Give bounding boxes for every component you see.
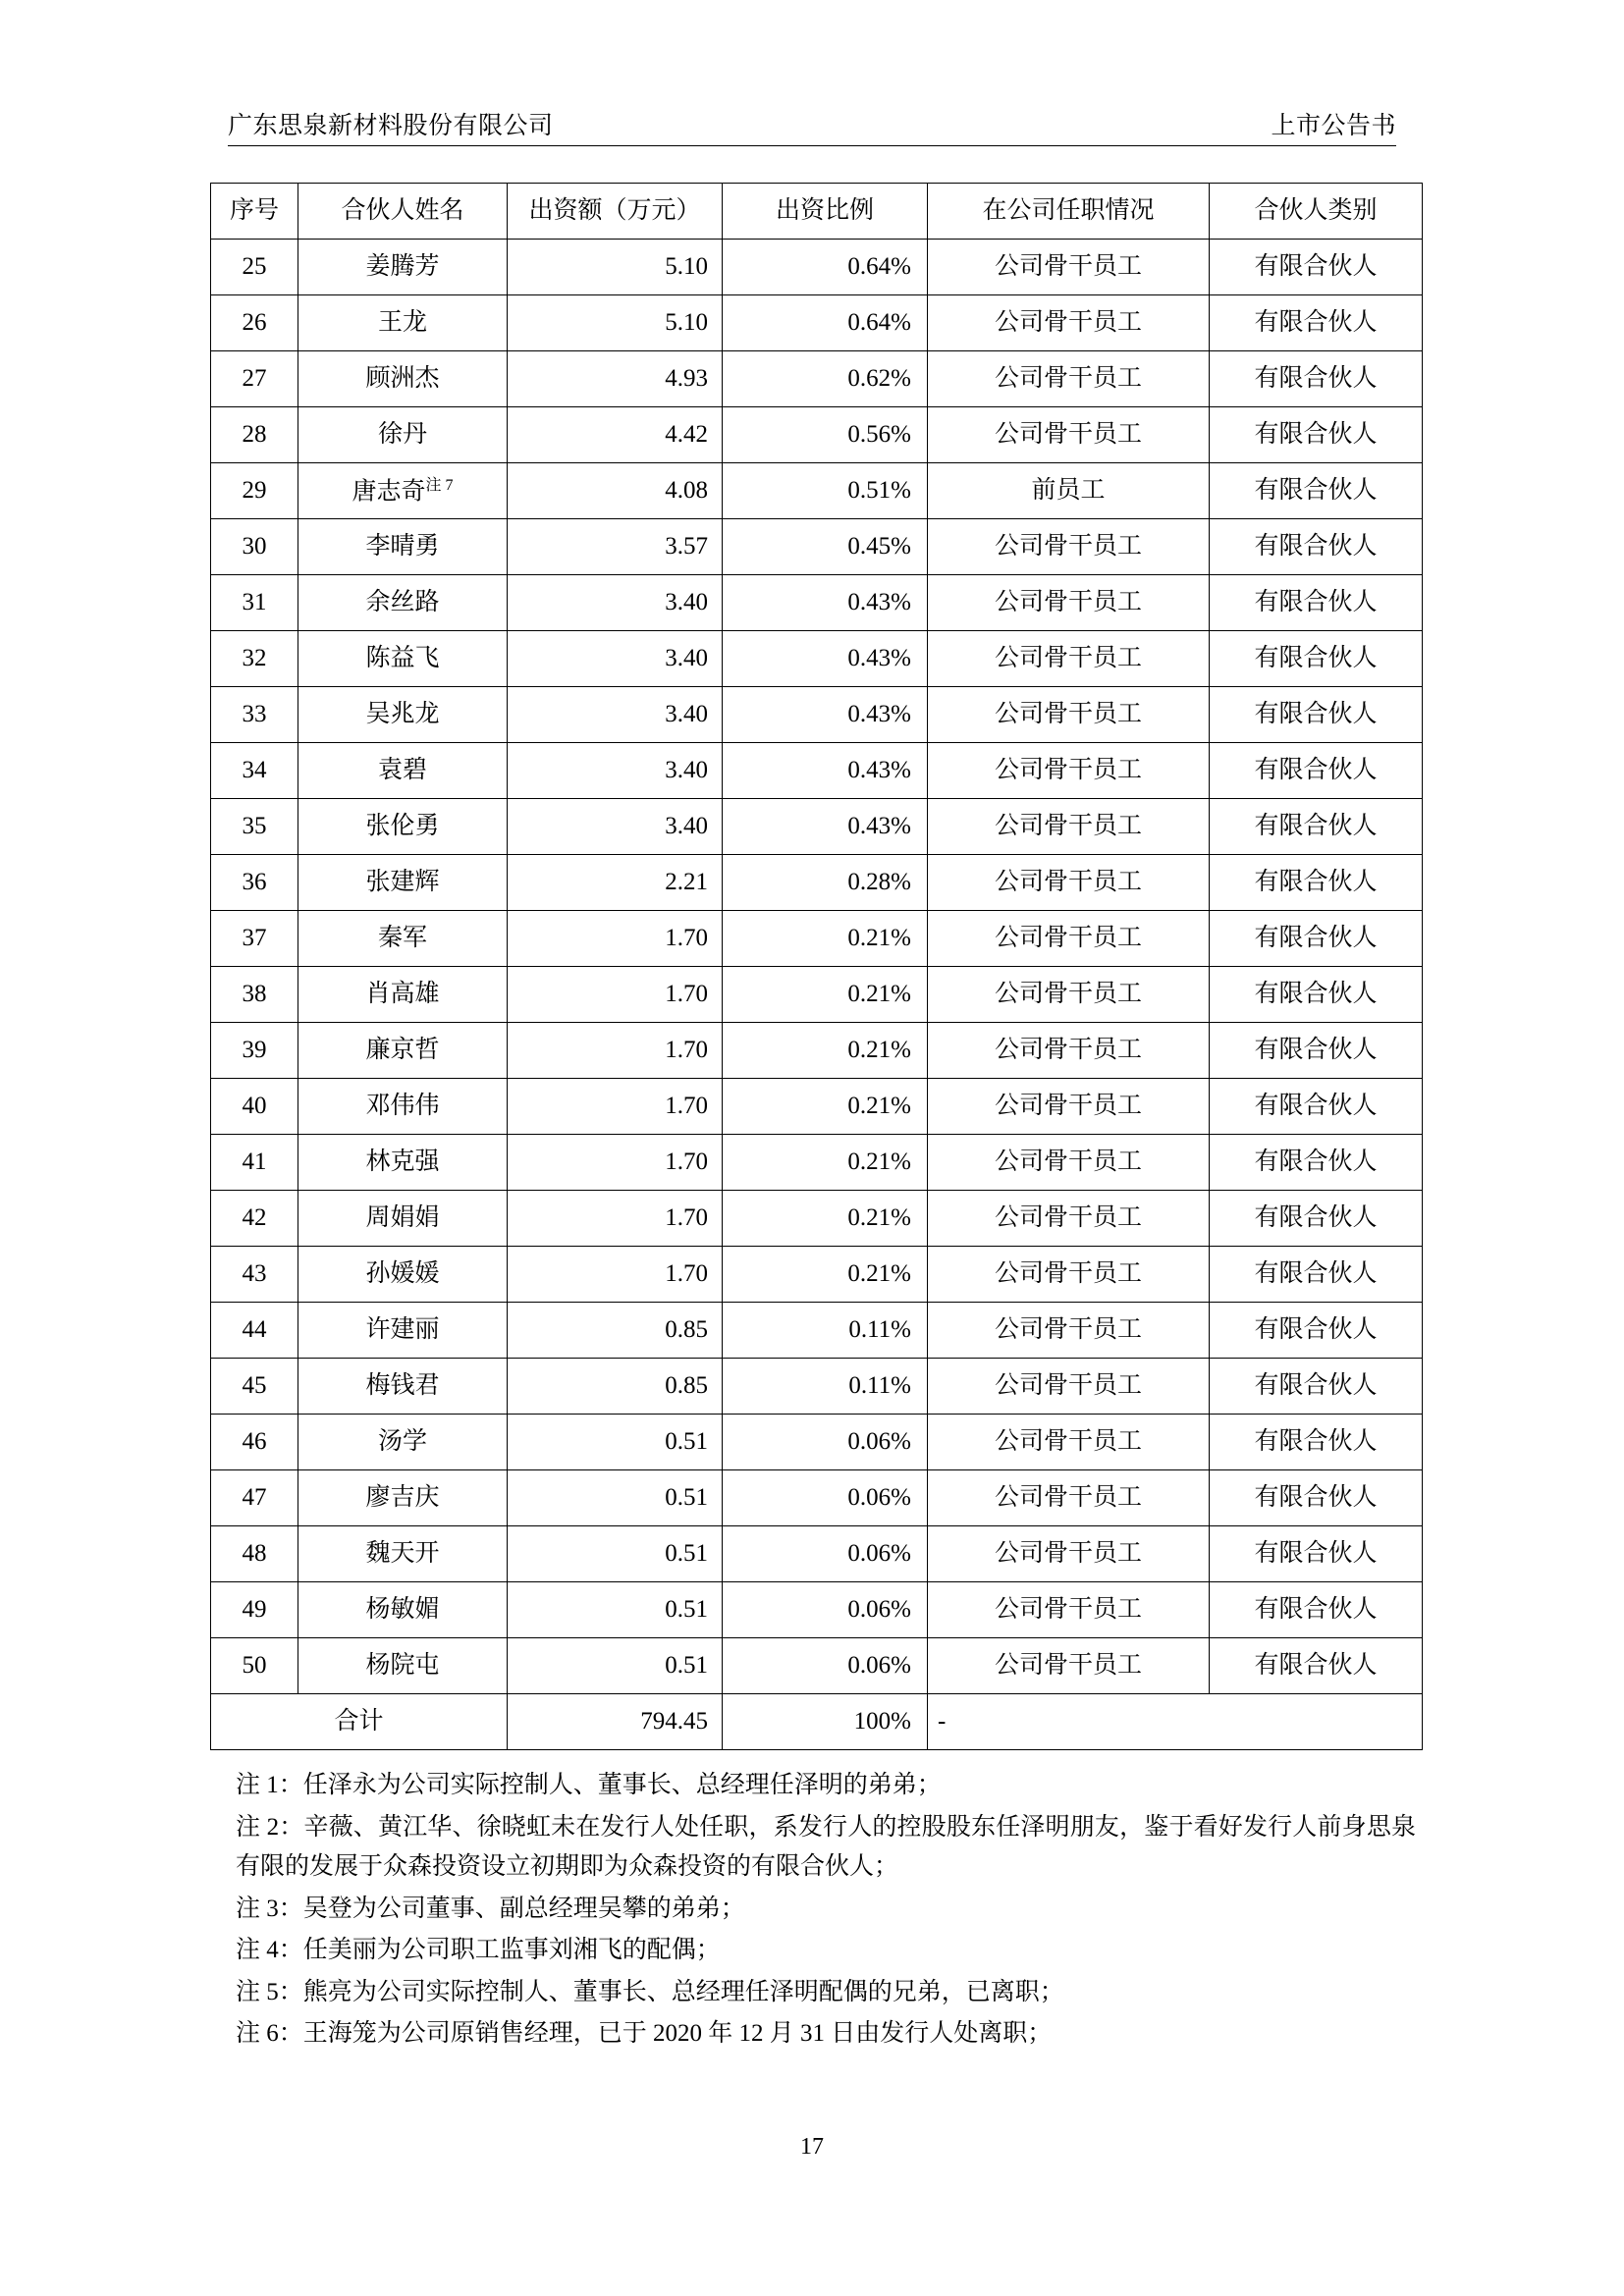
cell-partner-type: 有限合伙人 bbox=[1210, 295, 1423, 351]
table-header-row bbox=[211, 184, 1423, 240]
cell-partner-name bbox=[298, 687, 508, 743]
header-document-title: 上市公告书 bbox=[1271, 113, 1396, 139]
table-row bbox=[211, 1415, 1423, 1470]
partner-name-text: 余丝路 bbox=[365, 589, 440, 616]
table-row bbox=[211, 1638, 1423, 1694]
table-row bbox=[211, 575, 1423, 631]
cell-partner-name bbox=[298, 240, 508, 295]
cell-position: 公司骨干员工 bbox=[928, 1359, 1210, 1415]
cell-position: 公司骨干员工 bbox=[928, 1415, 1210, 1470]
table-row bbox=[211, 855, 1423, 911]
cell-partner-name bbox=[298, 1470, 508, 1526]
cell-position: 公司骨干员工 bbox=[928, 743, 1210, 799]
cell-amount: 1.70 bbox=[508, 1079, 723, 1135]
cell-no: 36 bbox=[211, 855, 298, 911]
table-row bbox=[211, 1470, 1423, 1526]
cell-position: 公司骨干员工 bbox=[928, 1135, 1210, 1191]
cell-no: 48 bbox=[211, 1526, 298, 1582]
cell-position: 公司骨干员工 bbox=[928, 799, 1210, 855]
cell-position: 公司骨干员工 bbox=[928, 1582, 1210, 1638]
cell-partner-name bbox=[298, 1023, 508, 1079]
table-row bbox=[211, 1191, 1423, 1247]
note-line: 注 2：辛薇、黄江华、徐晓虹未在发行人处任职，系发行人的控股股东任泽明朋友，鉴于看好发行人前身思泉有限的发展于众森投资设立初期即为众森投资的有限合伙人； bbox=[236, 1813, 1416, 1880]
cell-position: 公司骨干员工 bbox=[928, 1023, 1210, 1079]
partner-name-text: 袁碧 bbox=[377, 757, 427, 784]
cell-amount: 0.85 bbox=[508, 1359, 723, 1415]
total-position: - bbox=[928, 1694, 1423, 1750]
cell-ratio: 0.43% bbox=[723, 743, 928, 799]
cell-amount: 1.70 bbox=[508, 1191, 723, 1247]
column-header-ratio: 出资比例 bbox=[723, 184, 928, 240]
table-row bbox=[211, 1582, 1423, 1638]
cell-amount: 0.51 bbox=[508, 1582, 723, 1638]
cell-amount: 3.57 bbox=[508, 519, 723, 575]
cell-partner-type: 有限合伙人 bbox=[1210, 519, 1423, 575]
cell-ratio: 0.45% bbox=[723, 519, 928, 575]
cell-no: 39 bbox=[211, 1023, 298, 1079]
partner-name-text: 孙媛媛 bbox=[365, 1260, 440, 1288]
column-header-amount: 出资额（万元） bbox=[508, 184, 723, 240]
cell-amount: 1.70 bbox=[508, 911, 723, 967]
cell-no: 26 bbox=[211, 295, 298, 351]
partner-name-text: 顾洲杰 bbox=[365, 365, 440, 393]
note-line: 注 6：王海笼为公司原销售经理，已于 2020 年 12 月 31 日由发行人处离职； bbox=[236, 2020, 1053, 2047]
cell-partner-name bbox=[298, 855, 508, 911]
cell-position: 公司骨干员工 bbox=[928, 855, 1210, 911]
cell-no: 27 bbox=[211, 351, 298, 407]
cell-ratio: 0.21% bbox=[723, 967, 928, 1023]
column-header-partner-name: 合伙人姓名 bbox=[298, 184, 508, 240]
cell-partner-type: 有限合伙人 bbox=[1210, 1526, 1423, 1582]
note-line: 注 5：熊亮为公司实际控制人、董事长、总经理任泽明配偶的兄弟，已离职； bbox=[236, 1978, 1064, 2005]
table-row bbox=[211, 1359, 1423, 1415]
page-content bbox=[210, 183, 1416, 2056]
table-row bbox=[211, 295, 1423, 351]
cell-amount: 3.40 bbox=[508, 575, 723, 631]
cell-partner-name bbox=[298, 1359, 508, 1415]
cell-position: 公司骨干员工 bbox=[928, 240, 1210, 295]
partner-name-text: 张伦勇 bbox=[365, 813, 440, 840]
cell-partner-type: 有限合伙人 bbox=[1210, 1638, 1423, 1694]
cell-position: 公司骨干员工 bbox=[928, 1247, 1210, 1303]
cell-no: 41 bbox=[211, 1135, 298, 1191]
cell-amount: 3.40 bbox=[508, 799, 723, 855]
total-label: 合计 bbox=[211, 1694, 508, 1750]
cell-partner-type: 有限合伙人 bbox=[1210, 799, 1423, 855]
cell-partner-name bbox=[298, 463, 508, 519]
column-header-no: 序号 bbox=[211, 184, 298, 240]
cell-position: 公司骨干员工 bbox=[928, 1079, 1210, 1135]
cell-position: 公司骨干员工 bbox=[928, 407, 1210, 463]
cell-amount: 2.21 bbox=[508, 855, 723, 911]
cell-partner-name bbox=[298, 799, 508, 855]
partner-name-text: 肖高雄 bbox=[365, 981, 440, 1008]
cell-partner-name bbox=[298, 911, 508, 967]
cell-amount: 1.70 bbox=[508, 967, 723, 1023]
partner-name-text: 杨院屯 bbox=[365, 1652, 440, 1680]
partner-name-text: 周娟娟 bbox=[365, 1204, 440, 1232]
cell-amount: 1.70 bbox=[508, 1023, 723, 1079]
cell-position: 公司骨干员工 bbox=[928, 295, 1210, 351]
cell-partner-type: 有限合伙人 bbox=[1210, 1247, 1423, 1303]
cell-partner-type: 有限合伙人 bbox=[1210, 1470, 1423, 1526]
note-line: 注 4：任美丽为公司职工监事刘湘飞的配偶； bbox=[236, 1937, 721, 1963]
cell-amount: 0.85 bbox=[508, 1303, 723, 1359]
note-line: 注 3：吴登为公司董事、副总经理吴攀的弟弟； bbox=[236, 1895, 745, 1922]
cell-amount: 0.51 bbox=[508, 1526, 723, 1582]
cell-no: 35 bbox=[211, 799, 298, 855]
cell-position: 公司骨干员工 bbox=[928, 967, 1210, 1023]
cell-partner-name bbox=[298, 407, 508, 463]
cell-partner-name bbox=[298, 1415, 508, 1470]
cell-no: 33 bbox=[211, 687, 298, 743]
cell-position: 公司骨干员工 bbox=[928, 911, 1210, 967]
cell-no: 25 bbox=[211, 240, 298, 295]
cell-partner-type: 有限合伙人 bbox=[1210, 687, 1423, 743]
cell-partner-type: 有限合伙人 bbox=[1210, 240, 1423, 295]
cell-partner-type: 有限合伙人 bbox=[1210, 855, 1423, 911]
partner-name-text: 杨敏媚 bbox=[365, 1596, 440, 1624]
cell-partner-name bbox=[298, 1638, 508, 1694]
cell-amount: 3.40 bbox=[508, 743, 723, 799]
cell-position: 公司骨干员工 bbox=[928, 1191, 1210, 1247]
cell-partner-name bbox=[298, 1526, 508, 1582]
partner-name-text: 魏天开 bbox=[365, 1540, 440, 1568]
cell-partner-type: 有限合伙人 bbox=[1210, 463, 1423, 519]
cell-position: 公司骨干员工 bbox=[928, 519, 1210, 575]
table-total-row bbox=[211, 1694, 1423, 1750]
partner-name-text: 秦军 bbox=[377, 925, 427, 952]
cell-partner-name bbox=[298, 1247, 508, 1303]
cell-ratio: 0.06% bbox=[723, 1415, 928, 1470]
cell-ratio: 0.06% bbox=[723, 1582, 928, 1638]
cell-partner-type: 有限合伙人 bbox=[1210, 743, 1423, 799]
cell-partner-type: 有限合伙人 bbox=[1210, 407, 1423, 463]
cell-no: 43 bbox=[211, 1247, 298, 1303]
cell-no: 29 bbox=[211, 463, 298, 519]
header-divider bbox=[228, 145, 1396, 146]
table-row bbox=[211, 1303, 1423, 1359]
table-row bbox=[211, 631, 1423, 687]
partner-name-text: 陈益飞 bbox=[365, 645, 440, 672]
cell-partner-name bbox=[298, 967, 508, 1023]
table-head bbox=[211, 184, 1423, 240]
cell-ratio: 0.06% bbox=[723, 1470, 928, 1526]
cell-partner-type: 有限合伙人 bbox=[1210, 575, 1423, 631]
cell-partner-type: 有限合伙人 bbox=[1210, 1582, 1423, 1638]
cell-ratio: 0.64% bbox=[723, 295, 928, 351]
cell-amount: 3.40 bbox=[508, 687, 723, 743]
cell-position: 公司骨干员工 bbox=[928, 575, 1210, 631]
table-row bbox=[211, 967, 1423, 1023]
cell-ratio: 0.56% bbox=[723, 407, 928, 463]
partner-name-text: 李晴勇 bbox=[365, 533, 440, 561]
cell-amount: 1.70 bbox=[508, 1247, 723, 1303]
page-header bbox=[228, 106, 1396, 141]
cell-position: 公司骨干员工 bbox=[928, 1470, 1210, 1526]
cell-partner-name bbox=[298, 351, 508, 407]
cell-ratio: 0.43% bbox=[723, 799, 928, 855]
partner-name-text: 廉京哲 bbox=[365, 1037, 440, 1064]
table-row bbox=[211, 407, 1423, 463]
cell-no: 30 bbox=[211, 519, 298, 575]
table-notes bbox=[210, 1766, 1416, 2056]
partner-name-text: 廖吉庆 bbox=[365, 1484, 440, 1512]
partner-name-text: 徐丹 bbox=[377, 421, 427, 449]
cell-no: 38 bbox=[211, 967, 298, 1023]
cell-position: 公司骨干员工 bbox=[928, 351, 1210, 407]
cell-no: 45 bbox=[211, 1359, 298, 1415]
cell-partner-name bbox=[298, 1303, 508, 1359]
table-row bbox=[211, 1135, 1423, 1191]
table-row bbox=[211, 1023, 1423, 1079]
cell-amount: 0.51 bbox=[508, 1415, 723, 1470]
table-row bbox=[211, 351, 1423, 407]
total-amount: 794.45 bbox=[508, 1694, 723, 1750]
cell-partner-name bbox=[298, 519, 508, 575]
partner-name-text: 林克强 bbox=[365, 1148, 440, 1176]
cell-partner-name bbox=[298, 1079, 508, 1135]
cell-partner-type: 有限合伙人 bbox=[1210, 631, 1423, 687]
cell-ratio: 0.64% bbox=[723, 240, 928, 295]
cell-no: 50 bbox=[211, 1638, 298, 1694]
partner-name-text: 许建丽 bbox=[365, 1316, 440, 1344]
cell-no: 34 bbox=[211, 743, 298, 799]
partner-name-text: 唐志奇 bbox=[352, 477, 426, 505]
cell-amount: 1.70 bbox=[508, 1135, 723, 1191]
cell-partner-name bbox=[298, 1135, 508, 1191]
partner-name-text: 姜腾芳 bbox=[365, 253, 440, 281]
cell-partner-name bbox=[298, 1191, 508, 1247]
partners-table bbox=[210, 183, 1423, 1750]
cell-amount: 4.93 bbox=[508, 351, 723, 407]
cell-partner-name bbox=[298, 1582, 508, 1638]
cell-ratio: 0.43% bbox=[723, 575, 928, 631]
table-row bbox=[211, 799, 1423, 855]
cell-partner-type: 有限合伙人 bbox=[1210, 351, 1423, 407]
cell-position: 前员工 bbox=[928, 463, 1210, 519]
total-ratio: 100% bbox=[723, 1694, 928, 1750]
cell-no: 49 bbox=[211, 1582, 298, 1638]
table-row bbox=[211, 519, 1423, 575]
cell-partner-type: 有限合伙人 bbox=[1210, 1359, 1423, 1415]
cell-ratio: 0.21% bbox=[723, 1023, 928, 1079]
table-body bbox=[211, 240, 1423, 1750]
cell-partner-name bbox=[298, 743, 508, 799]
cell-ratio: 0.11% bbox=[723, 1303, 928, 1359]
cell-amount: 5.10 bbox=[508, 240, 723, 295]
cell-no: 32 bbox=[211, 631, 298, 687]
header-company-name: 广东思泉新材料股份有限公司 bbox=[228, 113, 554, 139]
cell-amount: 4.42 bbox=[508, 407, 723, 463]
cell-position: 公司骨干员工 bbox=[928, 631, 1210, 687]
partner-name-footnote: 注 7 bbox=[425, 476, 454, 494]
cell-no: 37 bbox=[211, 911, 298, 967]
page-number: 17 bbox=[800, 2134, 824, 2160]
cell-ratio: 0.06% bbox=[723, 1526, 928, 1582]
partner-name-text: 梅钱君 bbox=[365, 1372, 440, 1400]
partner-name-text: 吴兆龙 bbox=[365, 701, 440, 728]
cell-ratio: 0.51% bbox=[723, 463, 928, 519]
cell-amount: 0.51 bbox=[508, 1470, 723, 1526]
table-row bbox=[211, 1079, 1423, 1135]
cell-no: 44 bbox=[211, 1303, 298, 1359]
table-row bbox=[211, 240, 1423, 295]
cell-position: 公司骨干员工 bbox=[928, 687, 1210, 743]
table-row bbox=[211, 743, 1423, 799]
cell-ratio: 0.21% bbox=[723, 1191, 928, 1247]
cell-position: 公司骨干员工 bbox=[928, 1303, 1210, 1359]
cell-amount: 5.10 bbox=[508, 295, 723, 351]
cell-no: 46 bbox=[211, 1415, 298, 1470]
cell-partner-type: 有限合伙人 bbox=[1210, 967, 1423, 1023]
cell-partner-type: 有限合伙人 bbox=[1210, 1303, 1423, 1359]
cell-partner-type: 有限合伙人 bbox=[1210, 1079, 1423, 1135]
cell-partner-type: 有限合伙人 bbox=[1210, 1023, 1423, 1079]
cell-ratio: 0.11% bbox=[723, 1359, 928, 1415]
partner-name-text: 邓伟伟 bbox=[365, 1093, 440, 1120]
partner-name-text: 汤学 bbox=[377, 1428, 427, 1456]
cell-ratio: 0.21% bbox=[723, 1135, 928, 1191]
partner-name-text: 王龙 bbox=[377, 309, 427, 337]
cell-ratio: 0.43% bbox=[723, 687, 928, 743]
cell-partner-type: 有限合伙人 bbox=[1210, 1415, 1423, 1470]
cell-partner-name bbox=[298, 295, 508, 351]
cell-ratio: 0.21% bbox=[723, 911, 928, 967]
note-line: 注 1：任泽永为公司实际控制人、董事长、总经理任泽明的弟弟； bbox=[236, 1772, 942, 1798]
column-header-partner-type: 合伙人类别 bbox=[1210, 184, 1423, 240]
cell-amount: 3.40 bbox=[508, 631, 723, 687]
cell-ratio: 0.21% bbox=[723, 1247, 928, 1303]
table-row bbox=[211, 463, 1423, 519]
cell-ratio: 0.62% bbox=[723, 351, 928, 407]
table-row bbox=[211, 1247, 1423, 1303]
cell-partner-type: 有限合伙人 bbox=[1210, 1135, 1423, 1191]
cell-amount: 4.08 bbox=[508, 463, 723, 519]
cell-partner-type: 有限合伙人 bbox=[1210, 911, 1423, 967]
cell-ratio: 0.21% bbox=[723, 1079, 928, 1135]
table-row bbox=[211, 1526, 1423, 1582]
table-row bbox=[211, 911, 1423, 967]
cell-ratio: 0.06% bbox=[723, 1638, 928, 1694]
partner-name-text: 张建辉 bbox=[365, 869, 440, 896]
cell-position: 公司骨干员工 bbox=[928, 1638, 1210, 1694]
cell-no: 47 bbox=[211, 1470, 298, 1526]
cell-partner-name bbox=[298, 575, 508, 631]
cell-position: 公司骨干员工 bbox=[928, 1526, 1210, 1582]
cell-no: 31 bbox=[211, 575, 298, 631]
cell-no: 42 bbox=[211, 1191, 298, 1247]
cell-ratio: 0.43% bbox=[723, 631, 928, 687]
cell-ratio: 0.28% bbox=[723, 855, 928, 911]
cell-no: 40 bbox=[211, 1079, 298, 1135]
cell-amount: 0.51 bbox=[508, 1638, 723, 1694]
cell-partner-name bbox=[298, 631, 508, 687]
column-header-position: 在公司任职情况 bbox=[928, 184, 1210, 240]
cell-partner-type: 有限合伙人 bbox=[1210, 1191, 1423, 1247]
cell-no: 28 bbox=[211, 407, 298, 463]
table-row bbox=[211, 687, 1423, 743]
